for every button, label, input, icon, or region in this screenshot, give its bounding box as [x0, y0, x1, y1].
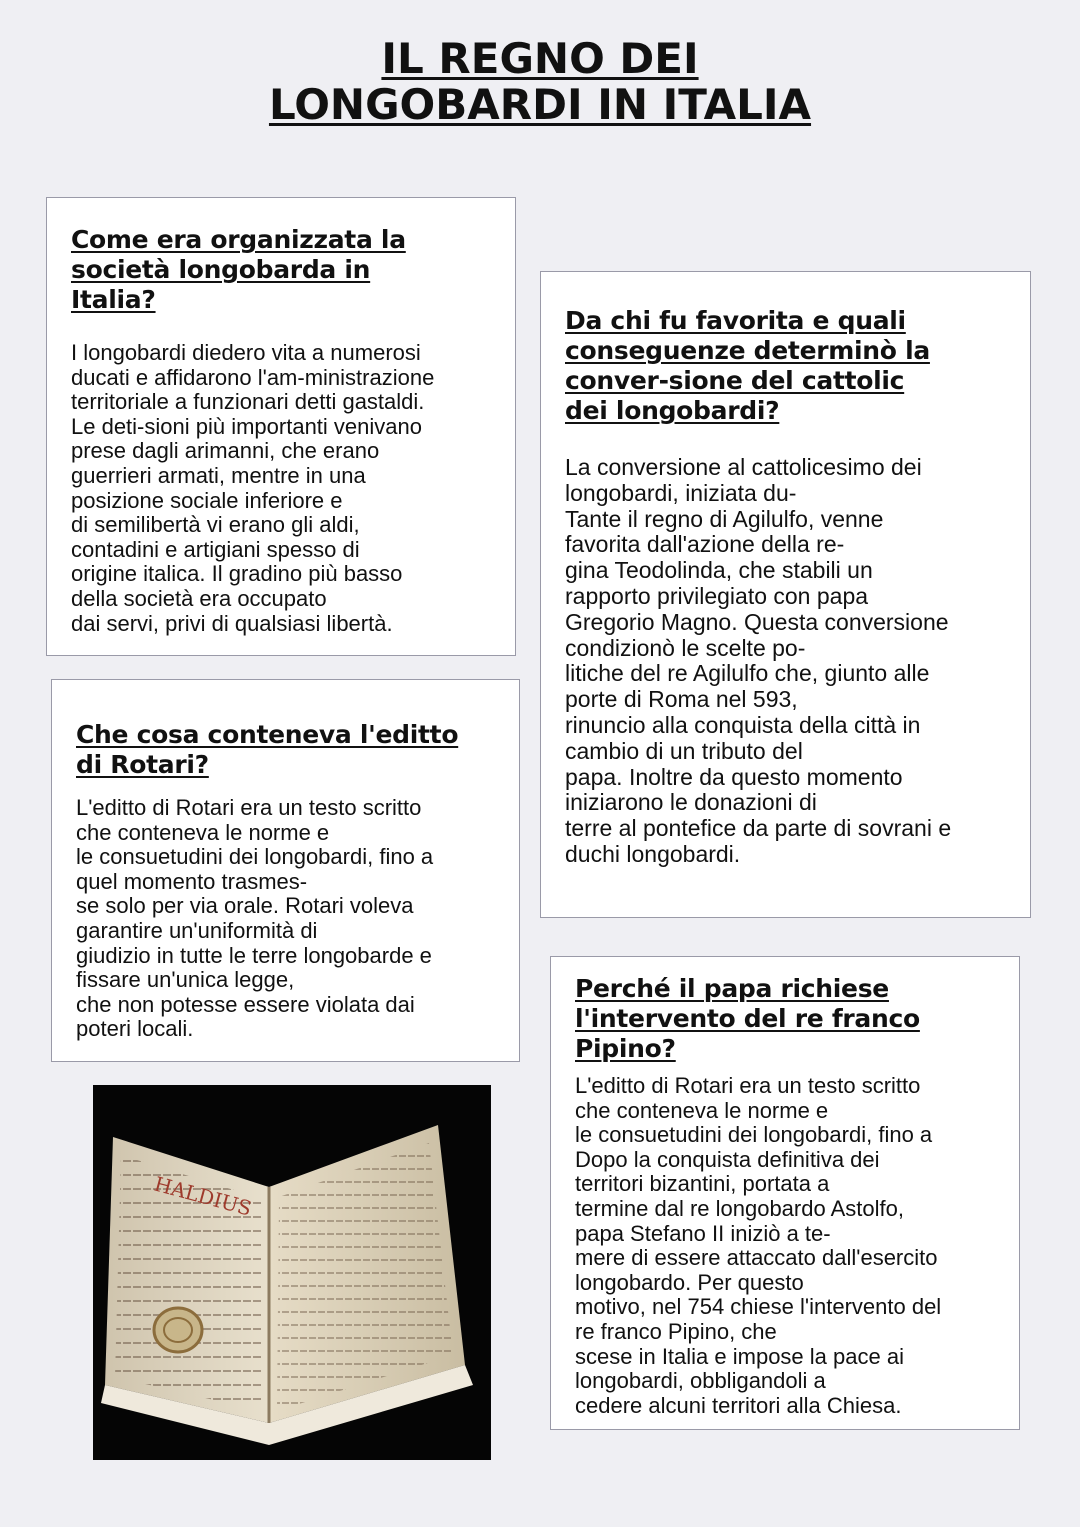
body-line: longobardo. Per questo: [575, 1269, 804, 1295]
body-line: L'editto di Rotari era un testo scritto: [575, 1073, 921, 1098]
title-line-2: LONGOBARDI IN ITALIA: [268, 80, 812, 129]
body-line: L'editto di Rotari era un testo scritto: [76, 795, 422, 820]
body-line: cambio di un tributo del: [565, 737, 803, 764]
heading-line: l'intervento del re franco: [575, 1004, 920, 1033]
heading-line: Perché il papa richiese: [575, 974, 889, 1003]
card-society: [46, 197, 516, 656]
body-line: mere di essere attaccato dall'esercito: [575, 1245, 938, 1271]
body-line: longobardi, iniziata du-: [565, 479, 797, 506]
body-line: rinuncio alla conquista della città in: [565, 711, 921, 738]
card-conversion-heading: [565, 306, 930, 426]
body-line: duchi longobardi.: [565, 840, 741, 867]
body-line: le consuetudini dei longobardi, fino a: [76, 844, 434, 870]
body-line: gina Teodolinda, che stabili un: [565, 557, 873, 584]
card-pope: [550, 956, 1020, 1430]
body-line: contadini e artigiani spesso di: [71, 536, 360, 562]
body-line: Le deti-sioni più importanti venivano: [71, 413, 422, 439]
heading-line: di Rotari?: [76, 750, 209, 779]
body-line: Gregorio Magno. Questa conversione: [565, 608, 949, 635]
body-line: che conteneva le norme e: [575, 1097, 829, 1123]
card-conversion: [540, 271, 1031, 918]
heading-line: Che cosa conteneva l'editto: [76, 720, 459, 749]
body-line: fissare un'unica legge,: [76, 967, 295, 993]
body-line: condizionò le scelte po-: [565, 634, 806, 661]
card-edict: [51, 679, 520, 1062]
manuscript-rubric: HALDIUS: [151, 1171, 255, 1221]
card-edict-body: [76, 796, 433, 1042]
heading-line: Italia?: [71, 285, 156, 314]
body-line: termine dal re longobardo Astolfo,: [575, 1195, 904, 1221]
manuscript-image: [93, 1085, 491, 1460]
card-society-body: [71, 341, 434, 636]
body-line: I longobardi diedero vita a numerosi: [71, 340, 421, 365]
card-pope-heading: [575, 974, 920, 1064]
body-line: papa Stefano II iniziò a te-: [575, 1220, 831, 1246]
body-line: terre al pontefice da parte di sovrani e: [565, 815, 952, 842]
body-line: favorita dall'azione della re-: [565, 531, 845, 558]
body-line: prese dagli arimanni, che erano: [71, 438, 380, 464]
body-line: cedere alcuni territori alla Chiesa.: [575, 1392, 902, 1418]
body-line: origine italica. Il gradino più basso: [71, 561, 403, 587]
body-line: della società era occupato: [71, 585, 327, 611]
page-title: [0, 36, 1080, 128]
body-line: garantire un'uniformità di: [76, 917, 318, 943]
body-line: longobardi, obbligandoli a: [575, 1368, 826, 1394]
body-line: quel momento trasmes-: [76, 868, 308, 894]
heading-line: Pipino?: [575, 1034, 676, 1063]
body-line: porte di Roma nel 593,: [565, 686, 798, 713]
body-line: ducati e affidarono l'am-ministrazione: [71, 364, 435, 390]
body-line: giudizio in tutte le terre longobarde e: [76, 942, 432, 968]
body-line: guerrieri armati, mentre in una: [71, 462, 366, 488]
card-pope-body: [575, 1074, 941, 1418]
body-line: papa. Inoltre da questo momento: [565, 763, 903, 790]
seal-icon: [154, 1308, 202, 1352]
body-line: che non potesse essere violata dai: [76, 991, 415, 1017]
body-line: iniziarono le donazioni di: [565, 789, 817, 816]
body-line: poteri locali.: [76, 1016, 194, 1042]
body-line: Tante il regno di Agilulfo, venne: [565, 505, 884, 532]
body-line: scese in Italia e impose la pace ai: [575, 1343, 904, 1369]
body-line: rapporto privilegiato con papa: [565, 582, 869, 609]
card-edict-heading: [76, 720, 458, 780]
card-society-heading: [71, 225, 406, 315]
heading-line: Da chi fu favorita e quali: [565, 306, 906, 335]
body-line: litiche del re Agilulfo che, giunto alle: [565, 660, 930, 687]
body-line: territori bizantini, portata a: [575, 1171, 830, 1197]
body-line: se solo per via orale. Rotari voleva: [76, 893, 414, 919]
body-line: territoriale a funzionari detti gastaldi.: [71, 389, 425, 415]
body-line: re franco Pipino, che: [575, 1318, 777, 1344]
card-conversion-body: [565, 455, 951, 868]
heading-line: conver-sione del cattolic: [565, 366, 905, 395]
body-line: posizione sociale inferiore e: [71, 487, 343, 513]
body-line: dai servi, privi di qualsiasi libertà.: [71, 610, 393, 636]
body-line: Dopo la conquista definitiva dei: [575, 1146, 880, 1172]
body-line: motivo, nel 754 chiese l'intervento del: [575, 1294, 942, 1320]
heading-line: conseguenze determinò la: [565, 336, 930, 365]
body-line: La conversione al cattolicesimo dei: [565, 454, 922, 480]
heading-line: società longobarda in: [71, 255, 371, 284]
body-line: che conteneva le norme e: [76, 819, 330, 845]
title-line-1: IL REGNO DEI: [381, 34, 699, 83]
body-line: di semilibertà vi erano gli aldi,: [71, 512, 360, 538]
heading-line: dei longobardi?: [565, 396, 780, 425]
heading-line: Come era organizzata la: [71, 225, 406, 254]
body-line: le consuetudini dei longobardi, fino a: [575, 1122, 933, 1148]
